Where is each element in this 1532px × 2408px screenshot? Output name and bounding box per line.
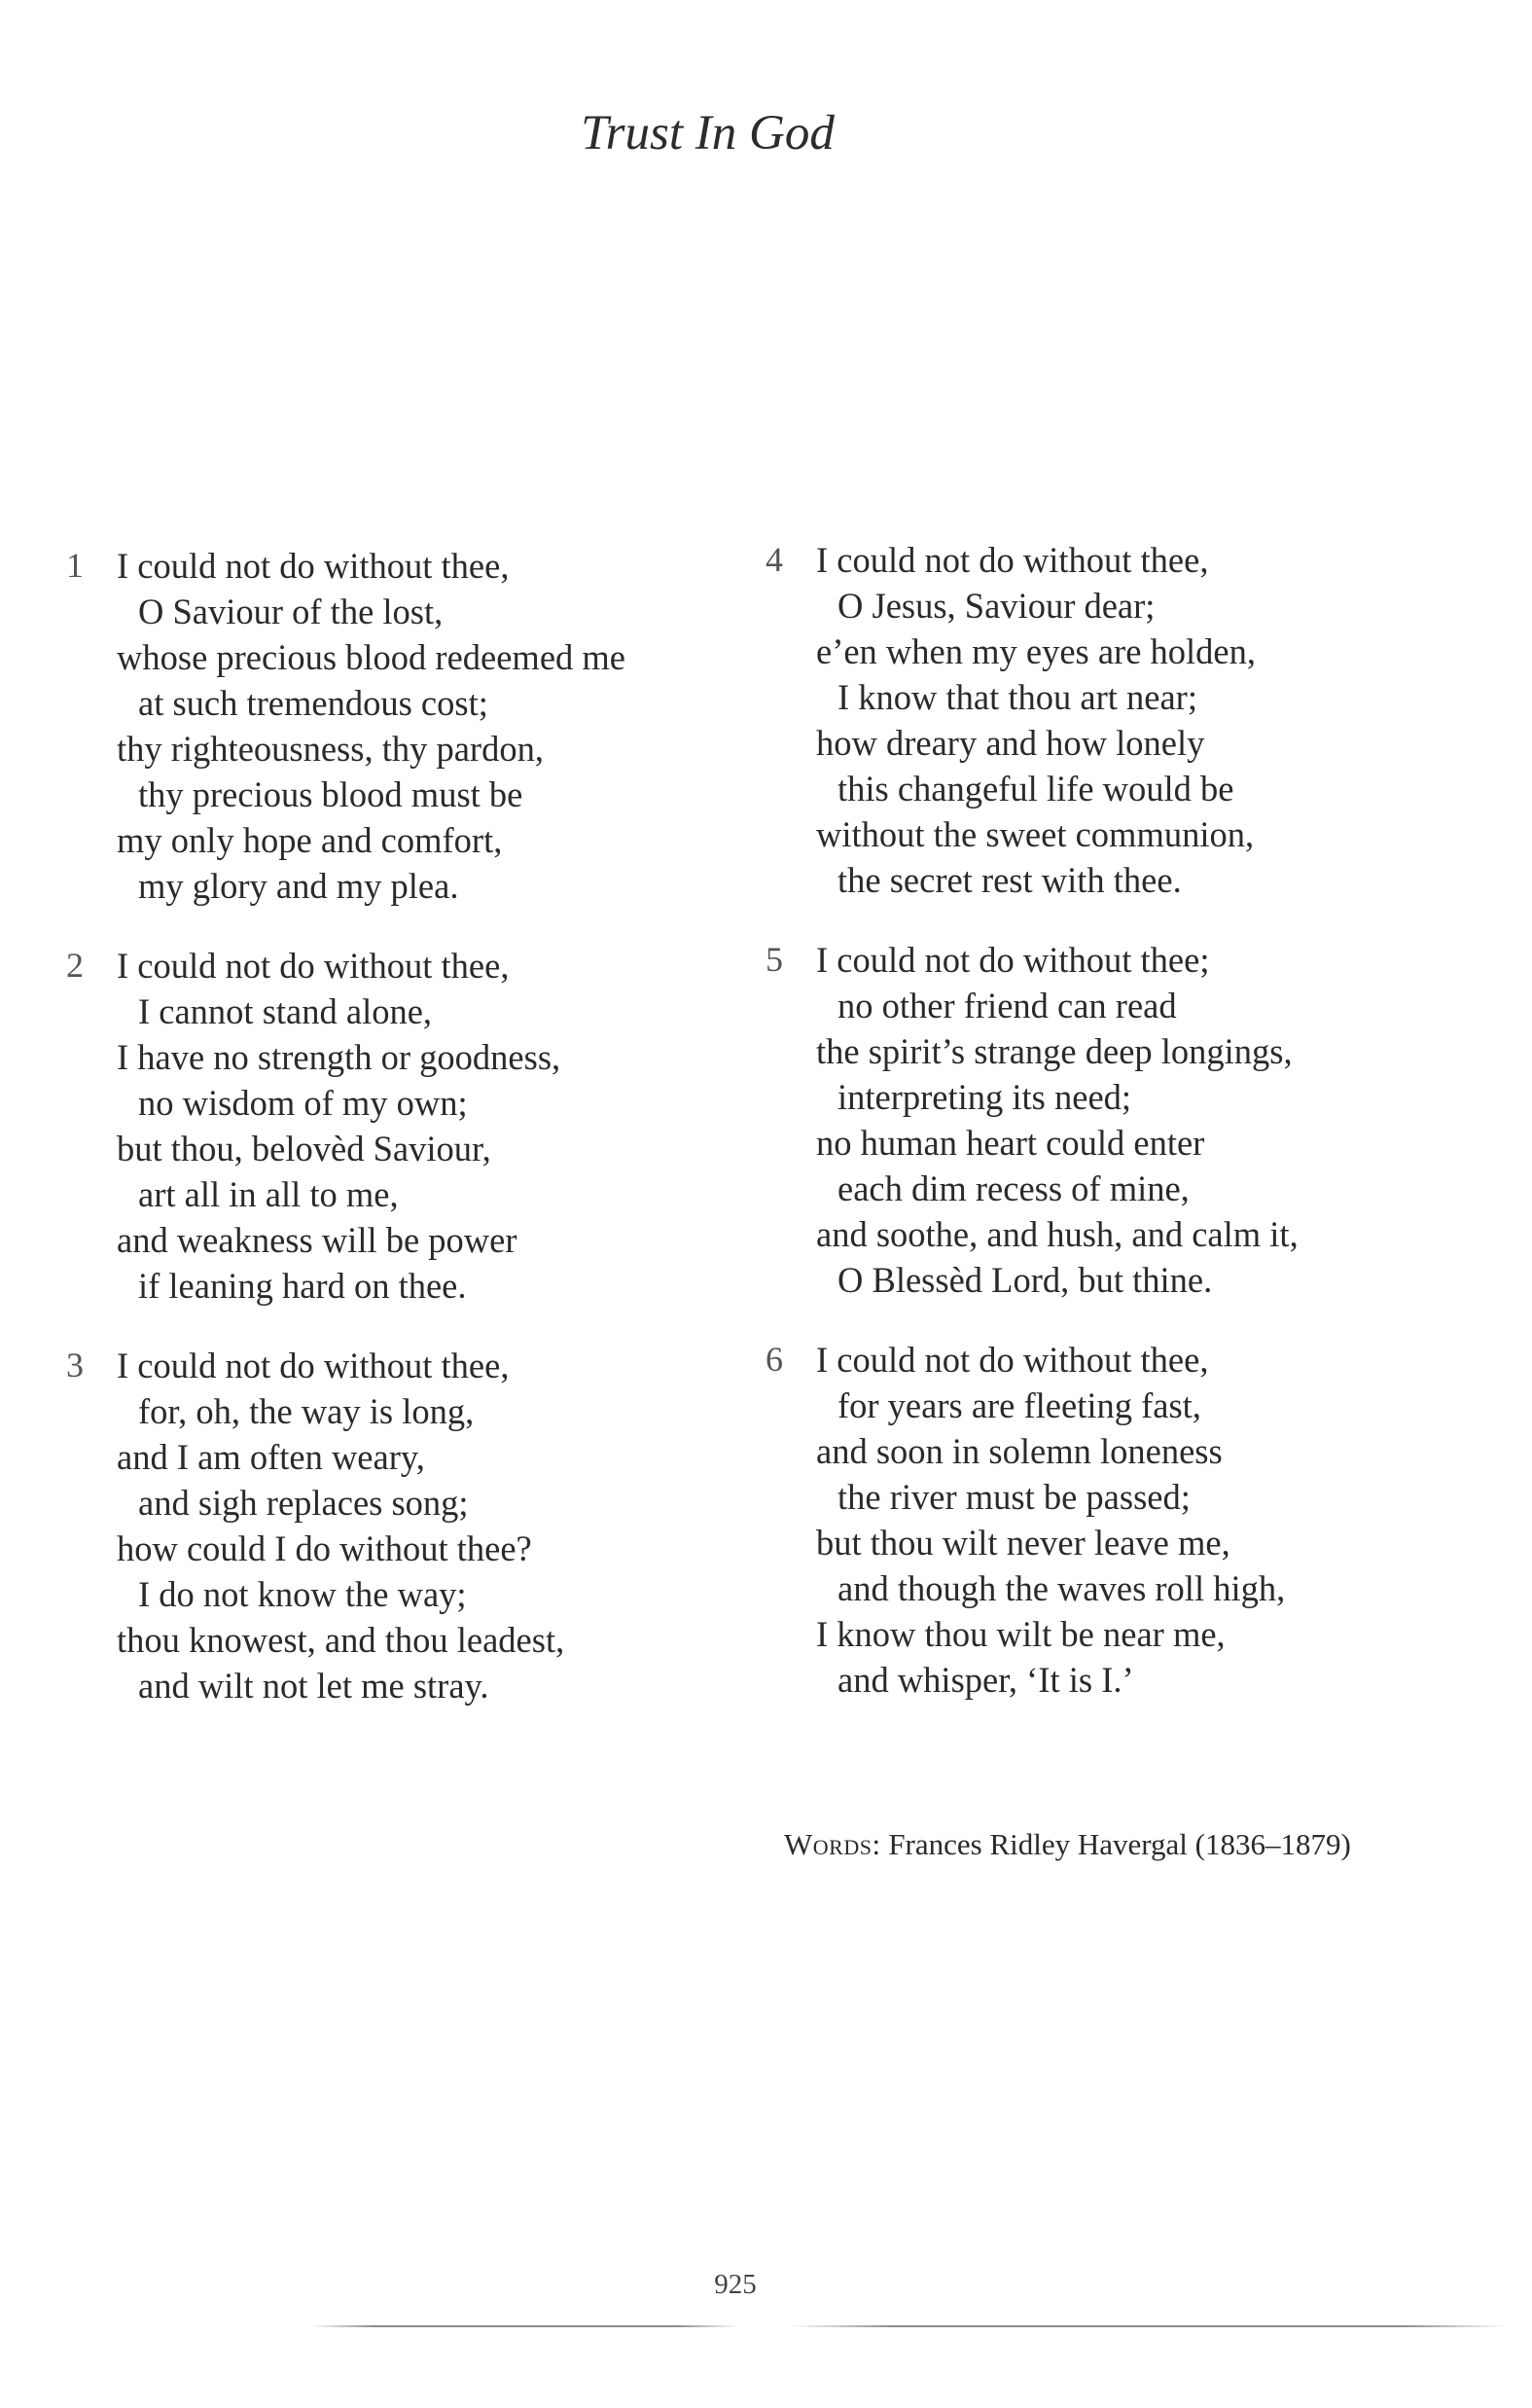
stanza-1: [66, 543, 689, 909]
verse-line: for, oh, the way is long,: [138, 1391, 475, 1431]
stanza-3: [66, 1343, 689, 1708]
verse-line: the river must be passed;: [837, 1477, 1191, 1517]
footer-rule-left: [311, 2325, 739, 2327]
stanza-number: 4: [766, 540, 783, 579]
verse-line: I could not do without thee,: [816, 1340, 1209, 1380]
page-number: 925: [714, 2269, 757, 2300]
verse-line: my only hope and comfort,: [117, 820, 503, 860]
verse-line: at such tremendous cost;: [138, 683, 488, 723]
verse-line: I could not do without thee,: [117, 946, 510, 986]
verse-line: this changeful life would be: [837, 769, 1234, 809]
verse-line: I know that thou art near;: [837, 677, 1197, 717]
verse-line: how could I do without thee?: [117, 1528, 532, 1568]
verse-line: but thou wilt never leave me,: [816, 1523, 1230, 1563]
verse-line: I cannot stand alone,: [138, 991, 433, 1031]
verse-line: thou knowest, and thou leadest,: [117, 1620, 565, 1660]
verse-line: O Saviour of the lost,: [138, 592, 444, 631]
words-credit-author: Frances Ridley Havergal (1836–1879): [888, 1827, 1351, 1861]
verse-line: O Blessèd Lord, but thine.: [837, 1260, 1213, 1300]
stanza-4: [766, 537, 1388, 903]
verse-line: no wisdom of my own;: [138, 1083, 468, 1123]
words-credit-label: Words:: [784, 1827, 881, 1861]
verse-line: O Jesus, Saviour dear;: [837, 586, 1156, 626]
verse-line: and sigh replaces song;: [138, 1483, 469, 1523]
verse-line: but thou, belovèd Saviour,: [117, 1129, 491, 1168]
footer-rule-right: [788, 2325, 1508, 2327]
stanza-6: [766, 1337, 1388, 1703]
verse-line: how dreary and how lonely: [816, 723, 1205, 763]
verse-line: for years are fleeting fast,: [837, 1385, 1201, 1425]
verse-line: I could not do without thee,: [816, 540, 1209, 580]
stanza-5: [766, 937, 1388, 1303]
verse-line: my glory and my plea.: [138, 866, 459, 906]
verse-line: thy righteousness, thy pardon,: [117, 729, 544, 769]
verse-line: and wilt not let me stray.: [138, 1666, 489, 1706]
verse-line: and though the waves roll high,: [837, 1568, 1286, 1608]
stanza-2: [66, 943, 689, 1309]
verse-line: I could not do without thee;: [816, 940, 1210, 980]
verse-line: the spirit’s strange deep longings,: [816, 1031, 1293, 1071]
words-credit: [784, 1827, 1351, 1862]
verse-line: and I am often weary,: [117, 1437, 425, 1477]
left-column: [66, 543, 689, 1743]
verse-line: without the sweet communion,: [816, 814, 1255, 854]
verse-line: I know thou wilt be near me,: [816, 1614, 1226, 1654]
stanza-number: 1: [66, 546, 84, 585]
right-column: [766, 537, 1388, 1737]
verse-line: art all in all to me,: [138, 1174, 399, 1214]
verse-line: no other friend can read: [837, 986, 1177, 1025]
verse-line: I could not do without thee,: [117, 546, 510, 586]
verse-line: I could not do without thee,: [117, 1346, 510, 1385]
verse-line: and soothe, and hush, and calm it,: [816, 1214, 1299, 1254]
verse-line: I have no strength or goodness,: [117, 1037, 561, 1077]
verse-line: thy precious blood must be: [138, 774, 523, 814]
verse-line: no human heart could enter: [816, 1123, 1205, 1163]
verse-line: and weakness will be power: [117, 1220, 517, 1260]
verse-line: each dim recess of mine,: [837, 1168, 1190, 1208]
verse-line: and soon in solemn loneness: [816, 1431, 1223, 1471]
verse-line: e’en when my eyes are holden,: [816, 631, 1257, 671]
stanza-number: 3: [66, 1346, 84, 1384]
hymn-title: Trust In God: [581, 106, 835, 161]
stanza-number: 5: [766, 940, 783, 979]
verse-line: if leaning hard on thee.: [138, 1266, 467, 1306]
verse-line: and whisper, ‘It is I.’: [837, 1660, 1134, 1700]
verse-line: I do not know the way;: [138, 1574, 467, 1614]
verse-line: whose precious blood redeemed me: [117, 637, 625, 677]
verse-line: interpreting its need;: [837, 1077, 1132, 1117]
verse-line: the secret rest with thee.: [837, 860, 1182, 900]
stanza-number: 2: [66, 946, 84, 985]
stanza-number: 6: [766, 1340, 783, 1379]
